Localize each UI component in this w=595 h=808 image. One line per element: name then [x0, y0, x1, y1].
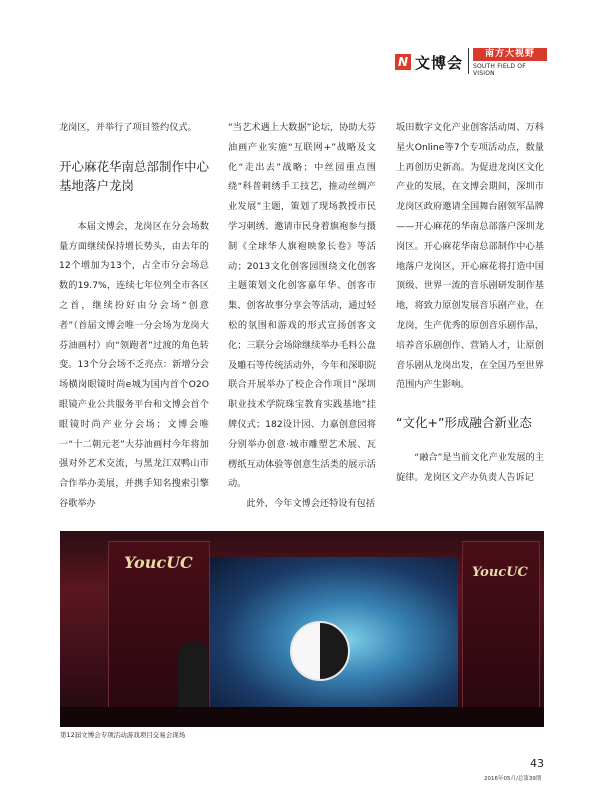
section-logo-icon: N [395, 54, 411, 70]
paragraph: 本届文博会，龙岗区在分会场数量方面继续保持增长势头，由去年的12个增加为13个，占全市分会场总数的19.7%，连续七年位列全市各区之首，继续扮好由分会场“创意者”（首届文博会唯一分会场为龙岗大芬油画村）向“领跑者”过渡的角色转变。13个分会场不乏亮点：新增分会场横岗眼镜时尚e城为国内首个O2O眼镜产业公共服务平台和文博会首个眼镜时尚产业分会场；文博会唯一“十二朝元老”大芬油画村今年将加强对外艺术交流，与黑龙江双鸭山市合作举办美展，并携手知名搜索引擎谷歌举办 [59, 220, 209, 509]
magazine-header [395, 44, 550, 76]
paragraph: 此外，今年文博会还特设有包括 [246, 498, 376, 510]
section-heading: 开心麻花华南总部制作中心基地落户龙岗 [59, 158, 210, 193]
section-heading: “文化+”形成融合新业态 [396, 415, 532, 431]
banner-logo-left: YoucUC [124, 553, 193, 572]
text-column-3 [396, 118, 544, 488]
header-divider [468, 48, 469, 74]
column-name-en: SOUTH FIELD OF VISION [473, 63, 526, 77]
column-name: 南方大视野 [473, 48, 547, 61]
yin-yang-graphic [290, 621, 350, 681]
page-number: 43 [530, 757, 544, 770]
stage-floor [60, 707, 544, 727]
paragraph: “当艺术遇上大数据”论坛，协助大芬油画产业实施“互联网+”战略及文化“走出去”战略；中丝园重点围绕“科普刺绣手工技艺，推动丝绸产业发展”主题，策划了现场教授市民学习刺绣、邀请市民身着旗袍参与摄制《全球华人旗袍映象长卷》等活动；2013文化创客园围绕文化创客主题策划文化创客嘉年华、创客市集、创客故事分享会等活动，通过轻松的氛围和游戏的形式宣扬创客文化；三联分会场除继续举办毛料公盘及雕石等传统活动外，今年和深职院联合开展举办了校企合作项目“深圳职业技术学院珠宝教育实践基地”挂牌仪式；182设计园、力嘉创意园将分别举办创意·城市雕塑艺术展、瓦楞纸互动体验等创意生活类的展示活动。 [228, 122, 376, 490]
event-photo [60, 531, 544, 727]
paragraph: “融合”是当前文化产业发展的主旋律。龙岗区文产办负责人告诉记 [396, 452, 544, 483]
banner-logo-right: YoucUC [472, 565, 528, 580]
section-title: 文博会 [415, 54, 464, 72]
text-column-2 [228, 118, 376, 514]
issue-date: 2016年05月/总第39期 [484, 776, 542, 782]
text-column-1 [59, 118, 209, 514]
paragraph: 坂田数字文化产业创客活动周、万科星火Online等7个专项活动点，数量上再创历史新高。为促进龙岗区文化产业的发展，在文博会期间，深圳市龙岗区政府邀请全国舞台剧领军品牌——开心麻花的华南总部落户深圳龙岗区。开心麻花华南总部制作中心基地落户龙岗区，开心麻花将打造中国顶级、世界一流的音乐剧研发制作基地，将致力原创发展音乐剧产业，在龙岗，生产优秀的原创音乐剧作品，培养音乐剧创作、营销人才，让原创音乐剧从龙岗出发，在全国乃至世界范围内产生影响。 [396, 122, 544, 391]
paragraph: 龙岗区，并举行了项目签约仪式。 [59, 122, 197, 133]
photo-caption: 第12届文博会专项活动游戏项目交易会现场 [60, 731, 186, 739]
